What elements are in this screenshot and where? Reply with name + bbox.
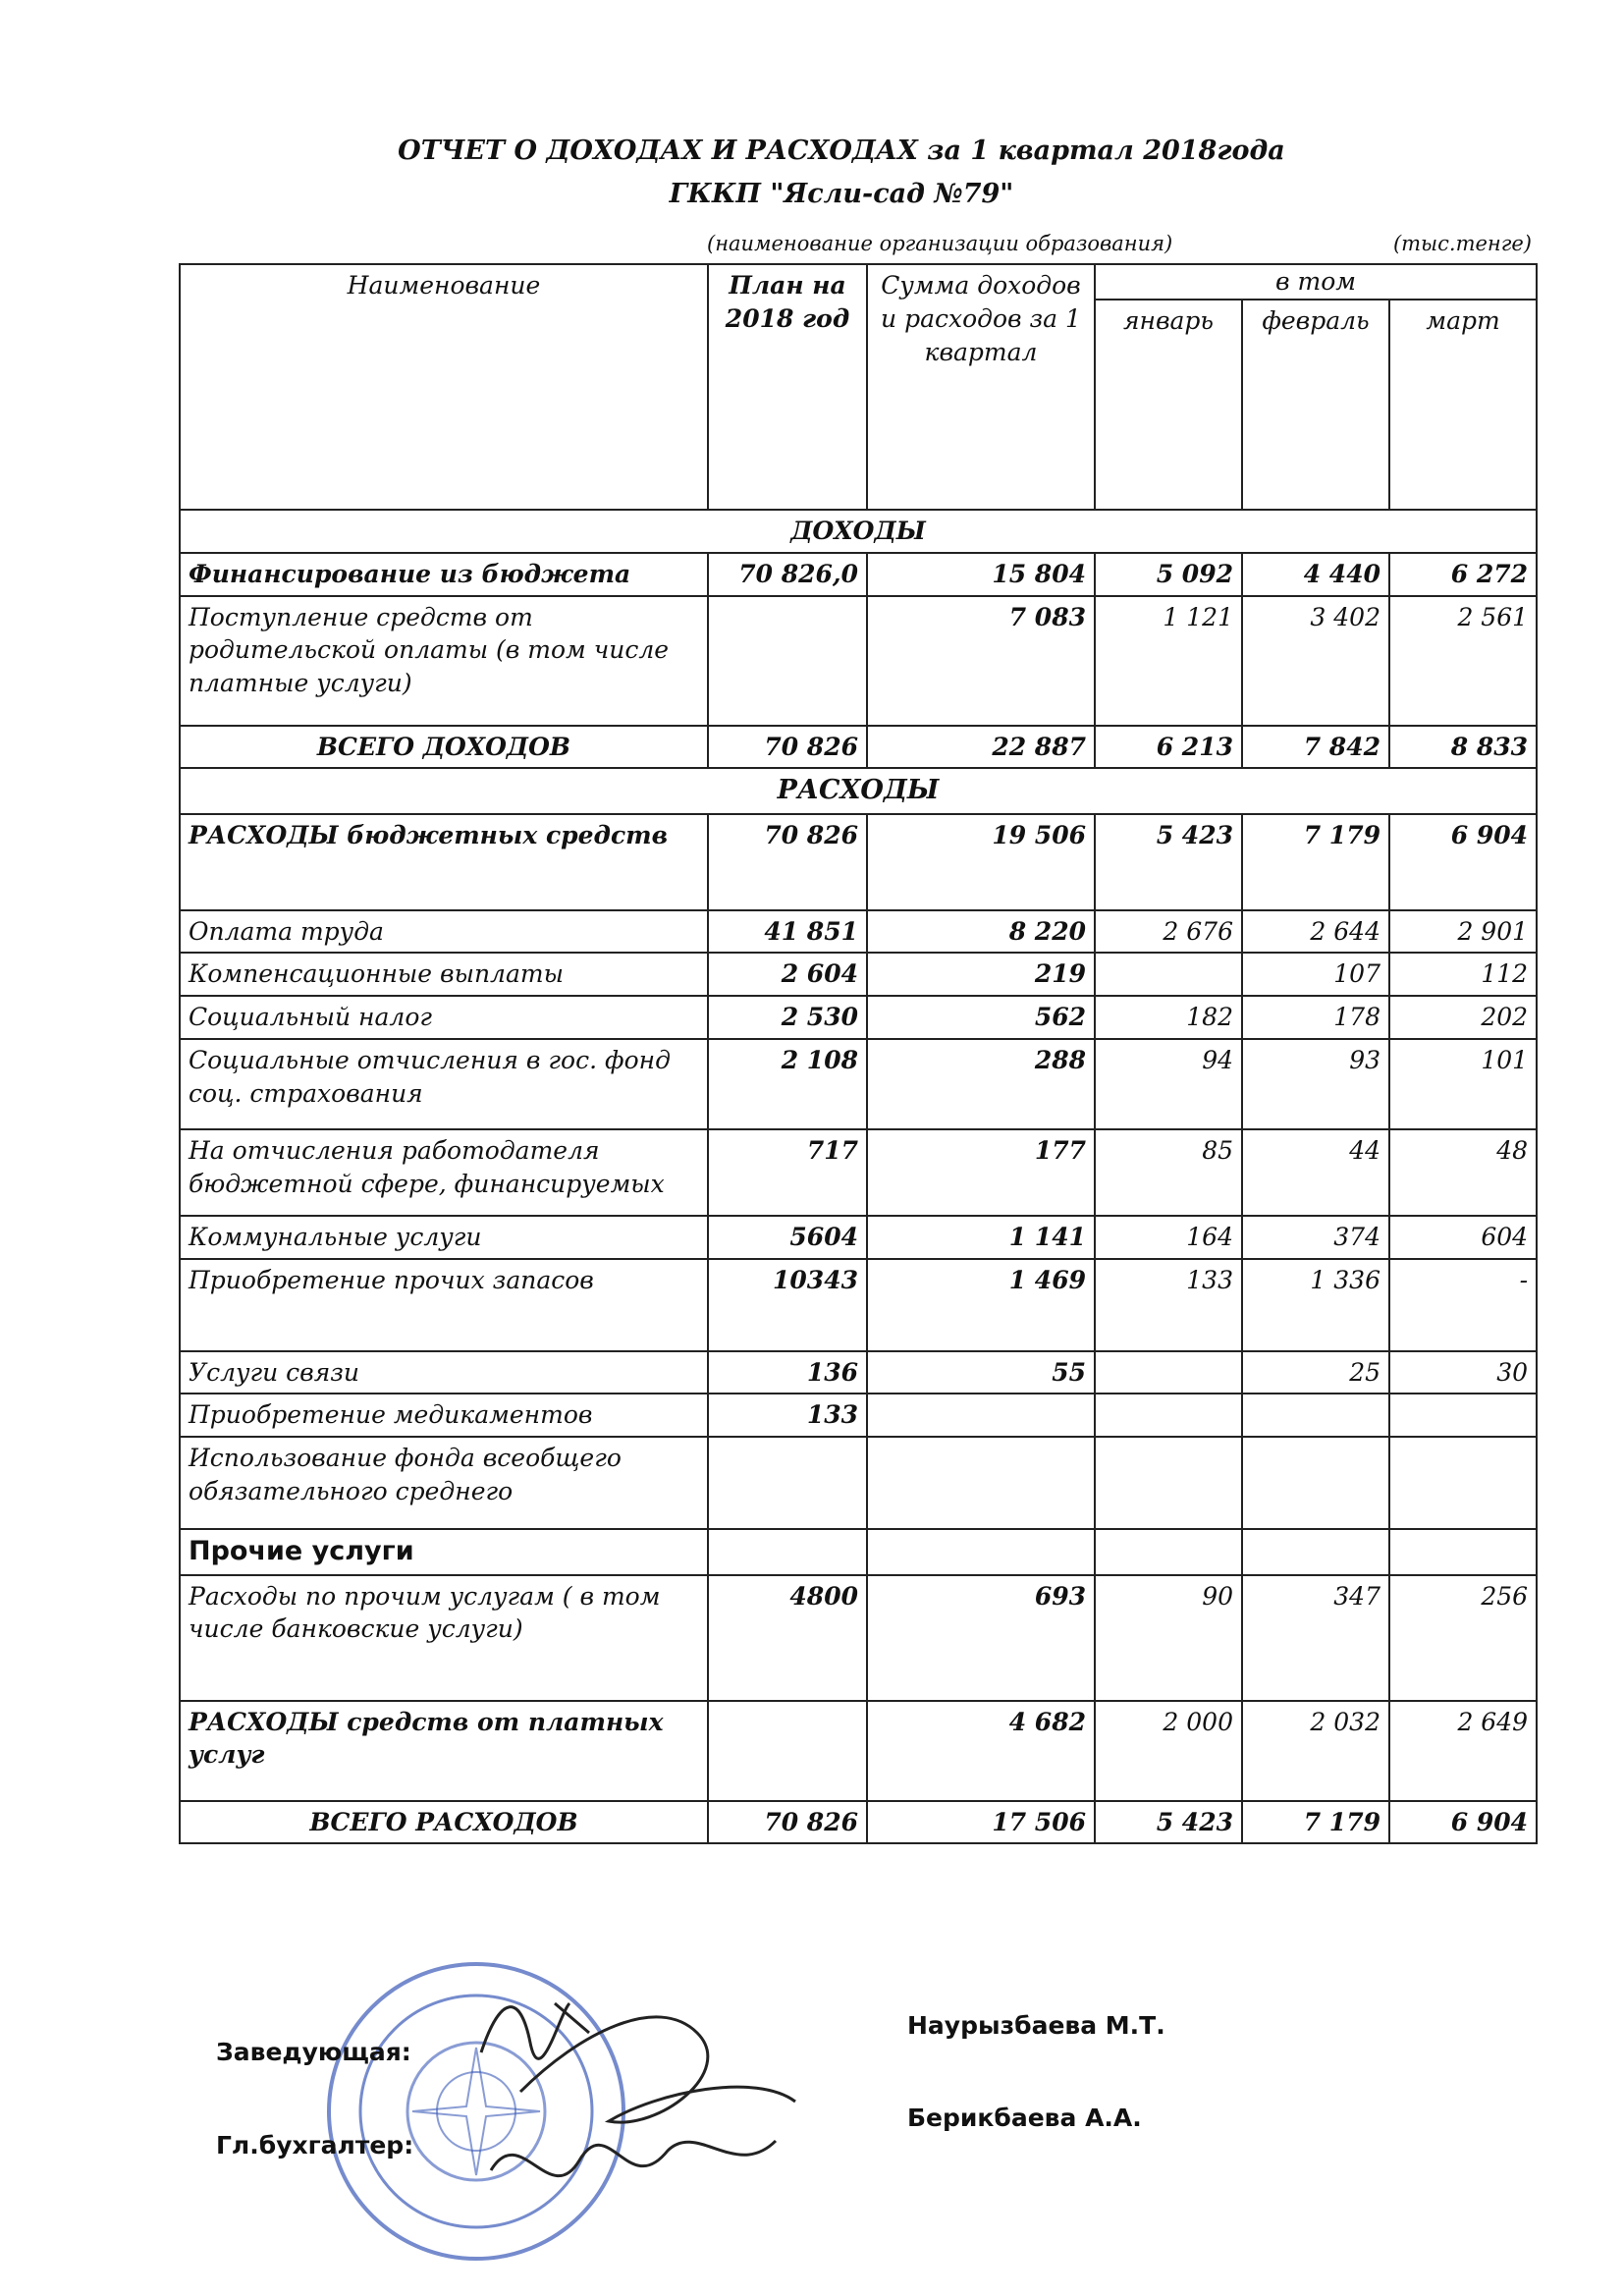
cell-mar: 101 — [1389, 1039, 1537, 1129]
head-label: Заведующая: — [216, 2038, 411, 2066]
cell-sum: 177 — [867, 1129, 1095, 1216]
col-header-in-that: в том — [1095, 264, 1537, 300]
cell-feb: 25 — [1242, 1351, 1389, 1394]
row-label: Финансирование из бюджета — [180, 553, 708, 596]
cell-mar: 2 901 — [1389, 910, 1537, 954]
cell-jan: 5 092 — [1095, 553, 1242, 596]
cell-feb: 374 — [1242, 1216, 1389, 1259]
cell-jan: 182 — [1095, 996, 1242, 1039]
row-label: Поступление средств от родительской оплаты (в том числе платные услуги) — [180, 596, 708, 726]
subheading-row — [707, 232, 1532, 255]
empty-cell — [1389, 1529, 1537, 1574]
other-services-heading-label: Прочие услуги — [180, 1529, 708, 1574]
cell-plan: 70 826,0 — [708, 553, 867, 596]
cell-feb: 7 179 — [1242, 814, 1389, 910]
cell-mar — [1389, 1437, 1537, 1529]
row-label: РАСХОДЫ средств от платных услуг — [180, 1701, 708, 1801]
cell-jan: 6 213 — [1095, 726, 1242, 769]
report-title: ОТЧЕТ О ДОХОДАХ И РАСХОДАХ за 1 квартал 2018года — [398, 136, 1285, 166]
expense-row — [180, 1394, 1537, 1437]
cell-sum: 562 — [867, 996, 1095, 1039]
empty-cell — [1095, 1529, 1242, 1574]
empty-cell — [1242, 1529, 1389, 1574]
expense-row — [180, 1129, 1537, 1216]
cell-jan: 164 — [1095, 1216, 1242, 1259]
cell-mar: 48 — [1389, 1129, 1537, 1216]
cell-sum: 1 141 — [867, 1216, 1095, 1259]
cell-mar: 8 833 — [1389, 726, 1537, 769]
row-label: Социальный налог — [180, 996, 708, 1039]
row-label: Оплата труда — [180, 910, 708, 954]
paid-services-row — [180, 1701, 1537, 1801]
cell-mar: 2 561 — [1389, 596, 1537, 726]
income-section-heading — [180, 510, 1537, 553]
row-label: Услуги связи — [180, 1351, 708, 1394]
cell-mar: 202 — [1389, 996, 1537, 1039]
income-row — [180, 596, 1537, 726]
org-caption: (наименование организации образования) — [707, 232, 1173, 255]
accountant-name: Берикбаева А.А. — [907, 2104, 1142, 2132]
handwritten-signatures — [461, 1974, 815, 2219]
cell-mar: 604 — [1389, 1216, 1537, 1259]
cell-jan — [1095, 1351, 1242, 1394]
col-header-name: Наименование — [180, 264, 708, 510]
cell-mar: 256 — [1389, 1575, 1537, 1701]
cell-feb: 107 — [1242, 953, 1389, 996]
cell-sum: 4 682 — [867, 1701, 1095, 1801]
cell-mar: 30 — [1389, 1351, 1537, 1394]
expense-row — [180, 1216, 1537, 1259]
empty-cell — [708, 1529, 867, 1574]
row-label: РАСХОДЫ бюджетных средств — [180, 814, 708, 910]
cell-feb: 178 — [1242, 996, 1389, 1039]
cell-plan: 4800 — [708, 1575, 867, 1701]
cell-plan: 70 826 — [708, 1801, 867, 1844]
expense-row — [180, 1437, 1537, 1529]
cell-feb: 1 336 — [1242, 1259, 1389, 1351]
cell-plan: 41 851 — [708, 910, 867, 954]
expense-row — [180, 910, 1537, 954]
cell-plan — [708, 1437, 867, 1529]
cell-jan: 90 — [1095, 1575, 1242, 1701]
cell-plan: 136 — [708, 1351, 867, 1394]
expense-row — [180, 1039, 1537, 1129]
expense-budget-row — [180, 814, 1537, 910]
cell-plan: 5604 — [708, 1216, 867, 1259]
expense-row — [180, 1259, 1537, 1351]
income-total-row — [180, 726, 1537, 769]
cell-jan — [1095, 1437, 1242, 1529]
cell-jan: 94 — [1095, 1039, 1242, 1129]
cell-sum: 15 804 — [867, 553, 1095, 596]
cell-plan: 10343 — [708, 1259, 867, 1351]
cell-plan — [708, 1701, 867, 1801]
cell-jan: 2 676 — [1095, 910, 1242, 954]
cell-sum: 219 — [867, 953, 1095, 996]
cell-mar: 6 904 — [1389, 814, 1537, 910]
cell-sum: 55 — [867, 1351, 1095, 1394]
cell-plan: 70 826 — [708, 726, 867, 769]
cell-plan: 2 604 — [708, 953, 867, 996]
col-header-jan: январь — [1095, 300, 1242, 510]
cell-feb: 7 179 — [1242, 1801, 1389, 1844]
cell-mar: - — [1389, 1259, 1537, 1351]
expenses-total-row — [180, 1801, 1537, 1844]
head-name: Наурызбаева М.Т. — [907, 2011, 1165, 2040]
cell-plan: 70 826 — [708, 814, 867, 910]
col-header-sum: Сумма доходов и расходов за 1 квартал — [867, 264, 1095, 510]
cell-jan — [1095, 1394, 1242, 1437]
col-header-feb: февраль — [1242, 300, 1389, 510]
cell-plan: 133 — [708, 1394, 867, 1437]
report-table — [179, 263, 1538, 1844]
cell-feb — [1242, 1394, 1389, 1437]
cell-feb: 2 032 — [1242, 1701, 1389, 1801]
row-label: Приобретение медикаментов — [180, 1394, 708, 1437]
row-label: Расходы по прочим услугам ( в том числе банковские услуги) — [180, 1575, 708, 1701]
cell-sum: 19 506 — [867, 814, 1095, 910]
cell-mar: 6 272 — [1389, 553, 1537, 596]
row-label: ВСЕГО РАСХОДОВ — [180, 1801, 708, 1844]
expenses-section-heading — [180, 768, 1537, 813]
accountant-label: Гл.бухгалтер: — [216, 2131, 414, 2159]
row-label: Коммунальные услуги — [180, 1216, 708, 1259]
expense-row — [180, 1575, 1537, 1701]
income-row — [180, 553, 1537, 596]
cell-sum — [867, 1394, 1095, 1437]
organization-name: ГККП "Ясли-сад №79" — [669, 179, 1014, 209]
cell-feb: 4 440 — [1242, 553, 1389, 596]
cell-jan: 85 — [1095, 1129, 1242, 1216]
cell-sum: 693 — [867, 1575, 1095, 1701]
expense-row — [180, 996, 1537, 1039]
cell-feb — [1242, 1437, 1389, 1529]
cell-jan: 133 — [1095, 1259, 1242, 1351]
row-label: ВСЕГО ДОХОДОВ — [180, 726, 708, 769]
cell-feb: 93 — [1242, 1039, 1389, 1129]
units-caption: (тыс.тенге) — [1392, 232, 1532, 255]
cell-jan: 2 000 — [1095, 1701, 1242, 1801]
cell-feb: 3 402 — [1242, 596, 1389, 726]
cell-sum — [867, 1437, 1095, 1529]
row-label: Приобретение прочих запасов — [180, 1259, 708, 1351]
empty-cell — [867, 1529, 1095, 1574]
cell-sum: 288 — [867, 1039, 1095, 1129]
row-label: На отчисления работодателя бюджетной сфере, финансируемых — [180, 1129, 708, 1216]
cell-feb: 347 — [1242, 1575, 1389, 1701]
cell-plan — [708, 596, 867, 726]
cell-sum: 1 469 — [867, 1259, 1095, 1351]
col-header-plan: План на 2018 год — [708, 264, 867, 510]
cell-jan — [1095, 953, 1242, 996]
cell-feb: 7 842 — [1242, 726, 1389, 769]
cell-sum: 22 887 — [867, 726, 1095, 769]
cell-jan: 5 423 — [1095, 814, 1242, 910]
cell-mar: 2 649 — [1389, 1701, 1537, 1801]
header-row-1 — [180, 264, 1537, 300]
row-label: Использование фонда всеобщего обязательного среднего — [180, 1437, 708, 1529]
cell-mar: 112 — [1389, 953, 1537, 996]
expense-row — [180, 1351, 1537, 1394]
row-label: Компенсационные выплаты — [180, 953, 708, 996]
cell-jan: 1 121 — [1095, 596, 1242, 726]
cell-feb: 2 644 — [1242, 910, 1389, 954]
expense-row — [180, 953, 1537, 996]
other-services-heading — [180, 1529, 1537, 1574]
cell-feb: 44 — [1242, 1129, 1389, 1216]
cell-mar — [1389, 1394, 1537, 1437]
cell-sum: 8 220 — [867, 910, 1095, 954]
expenses-section-heading-label: РАСХОДЫ — [180, 768, 1537, 813]
cell-mar: 6 904 — [1389, 1801, 1537, 1844]
col-header-mar: март — [1389, 300, 1537, 510]
cell-plan: 717 — [708, 1129, 867, 1216]
cell-plan: 2 108 — [708, 1039, 867, 1129]
cell-jan: 5 423 — [1095, 1801, 1242, 1844]
income-section-heading-label: ДОХОДЫ — [180, 510, 1537, 553]
cell-sum: 7 083 — [867, 596, 1095, 726]
cell-plan: 2 530 — [708, 996, 867, 1039]
row-label: Социальные отчисления в гос. фонд соц. страхования — [180, 1039, 708, 1129]
cell-sum: 17 506 — [867, 1801, 1095, 1844]
